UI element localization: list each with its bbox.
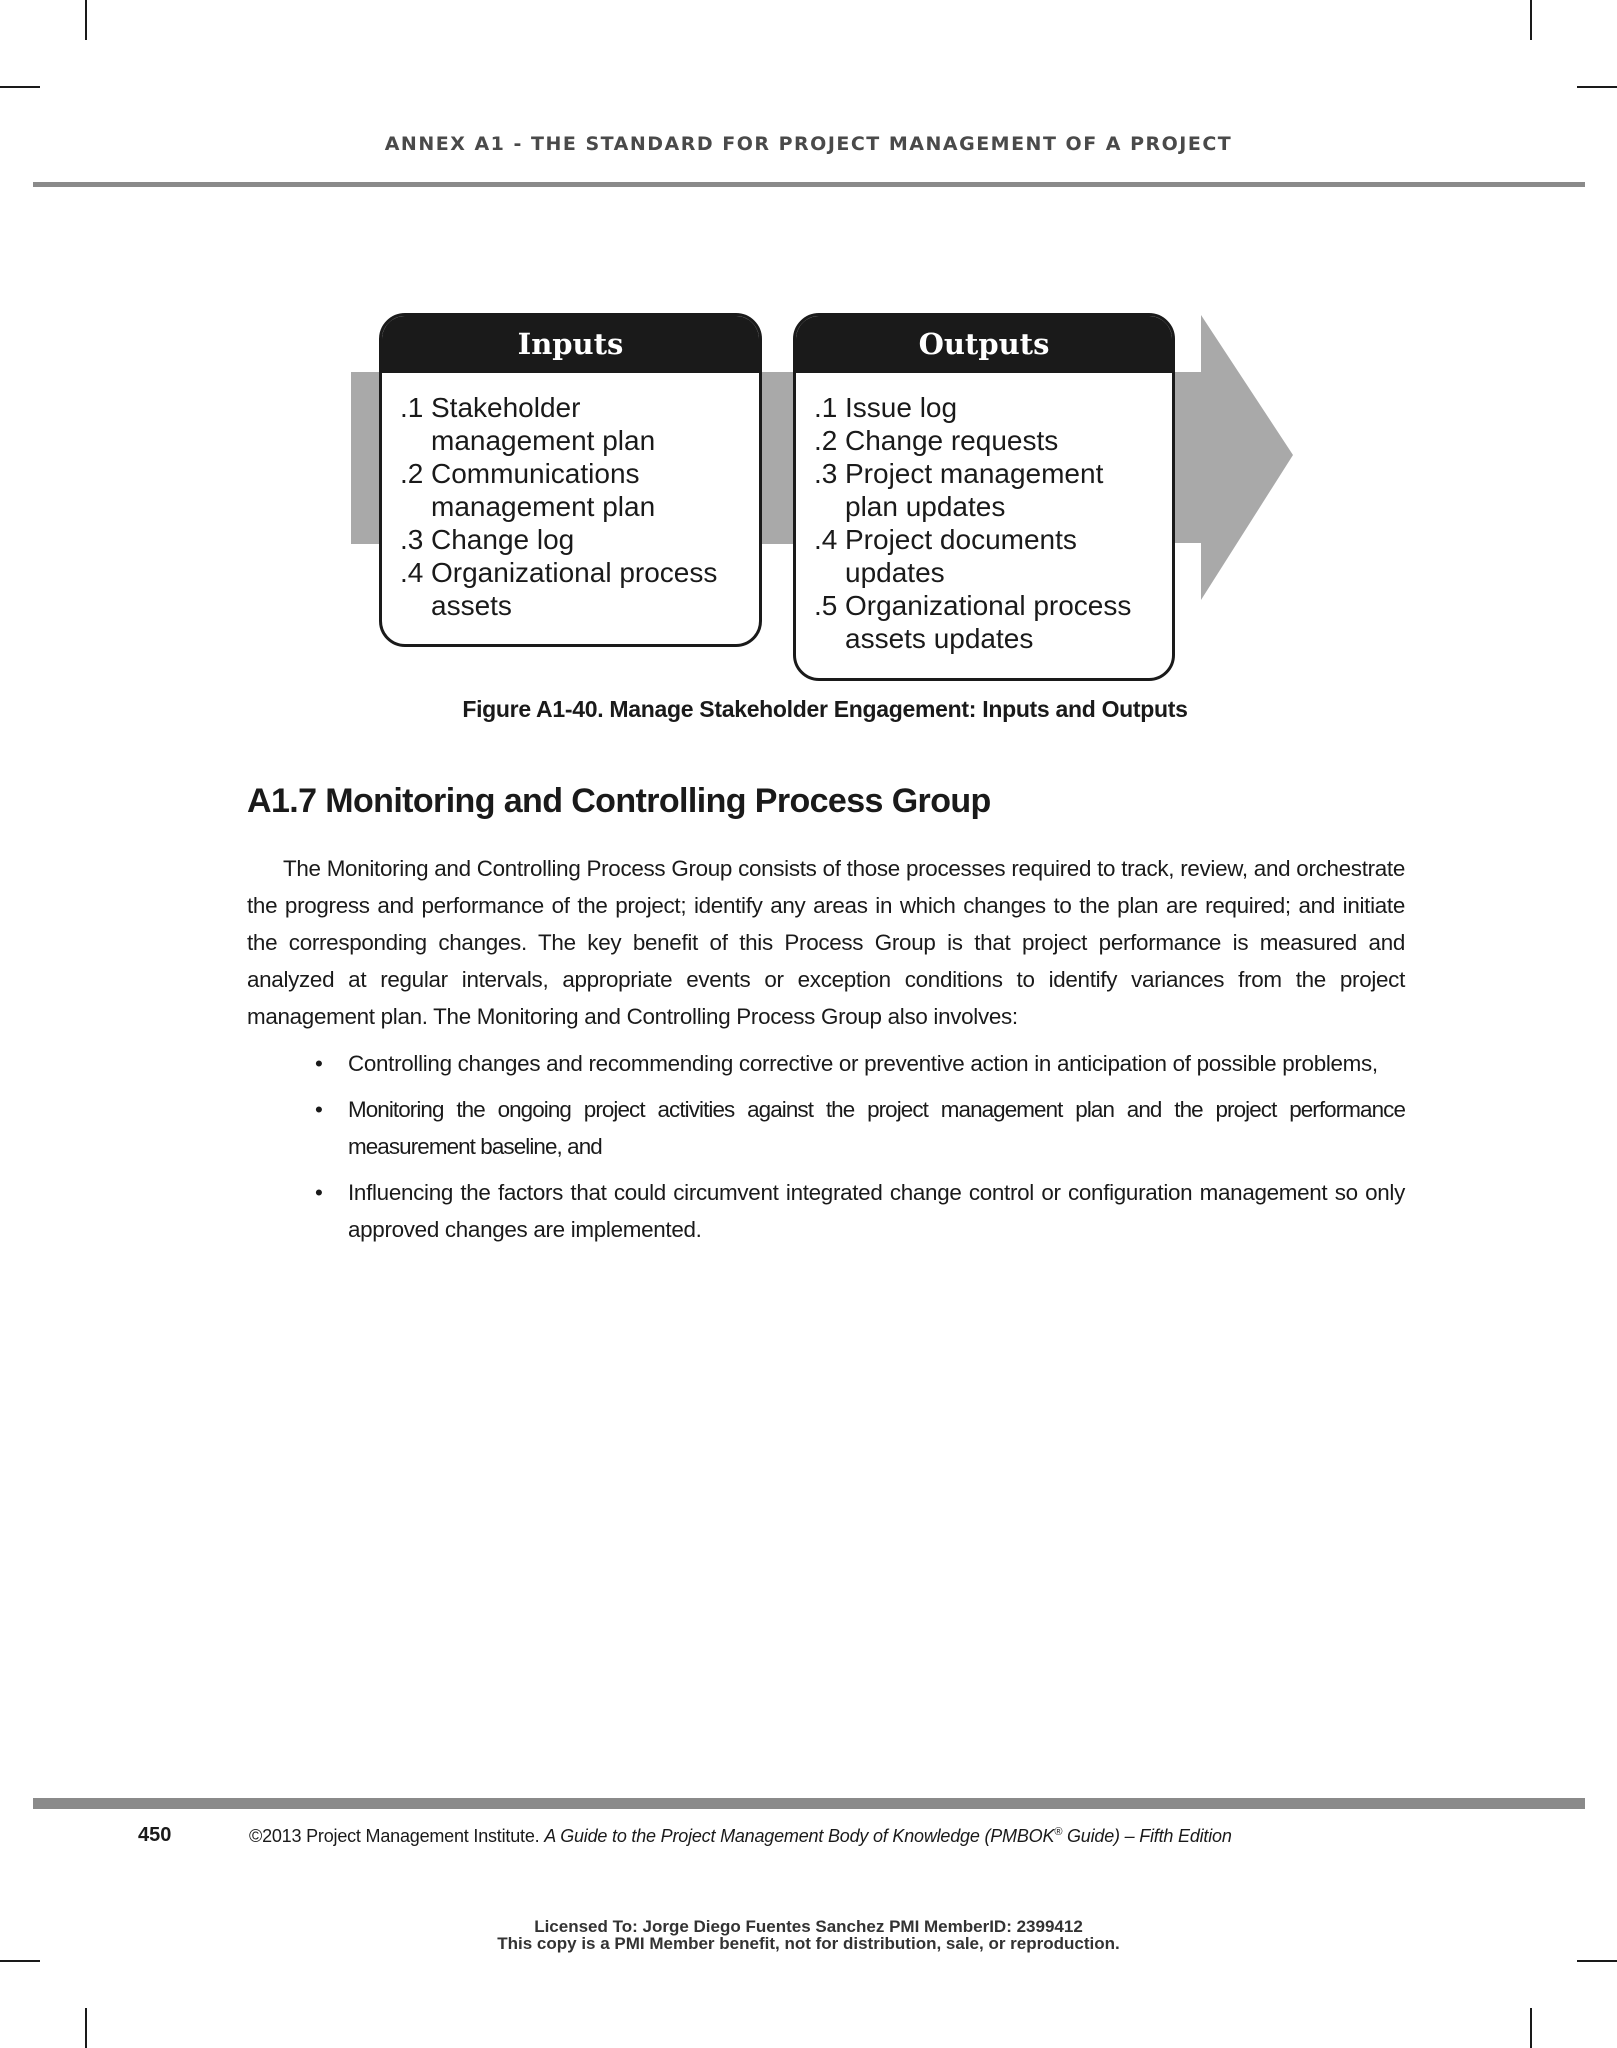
license-line-1: Licensed To: Jorge Diego Fuentes Sanchez PMI MemberID: 2399412 <box>534 1917 1083 1936</box>
footer-citation: ©2013 Project Management Institute. A Guide to the Project Management Body of Knowledge (PMBOK® Guide) – Fifth Edition <box>249 1826 1232 1846</box>
page-number: 450 <box>138 1824 172 1846</box>
list-item: .2 Communications management plan <box>400 458 656 522</box>
bullet-icon: • <box>315 1051 323 1076</box>
inputs-list <box>382 373 759 622</box>
bullet-icon: • <box>315 1097 323 1122</box>
crop-mark <box>1530 0 1532 40</box>
outputs-box <box>793 313 1175 681</box>
inputs-box <box>379 313 762 647</box>
process-arrow <box>1172 315 1294 602</box>
list-item: .2 Change requests <box>814 425 1059 456</box>
process-band-left <box>351 372 381 544</box>
bullet-icon: • <box>315 1180 323 1205</box>
body-paragraph: The Monitoring and Controlling Process Group consists of those processes required to track, review, and orchestrate the progress and performance of the project; identify any areas in which changes to the plan are required; and initiate the corresponding changes. The key benefit of this Process Group is that project performance is measured and analyzed at regular intervals, appropriate events or exception conditions to identify variances from the project management plan. The Monitoring and Controlling Process Group also involves: <box>247 856 1405 1029</box>
bullet-list <box>247 1045 1405 1257</box>
crop-mark <box>85 2008 87 2048</box>
crop-mark <box>1577 86 1617 88</box>
list-item: • Monitoring the ongoing project activities against the project management plan and the project performance measurement baseline, and <box>247 1091 1405 1165</box>
list-item: .1 Issue log <box>814 392 958 423</box>
crop-mark <box>85 0 87 40</box>
process-band-middle <box>760 372 795 544</box>
inputs-title: Inputs <box>382 316 759 373</box>
list-item: .5 Organizational process assets updates <box>814 590 1132 654</box>
header-rule <box>33 182 1585 187</box>
crop-mark <box>0 1960 40 1962</box>
list-item: • Influencing the factors that could circumvent integrated change control or configuration management so only approved changes are implemented. <box>247 1174 1405 1248</box>
running-head: ANNEX A1 - THE STANDARD FOR PROJECT MANAGEMENT OF A PROJECT <box>384 133 1233 155</box>
footer-rule <box>33 1798 1585 1809</box>
crop-mark <box>1577 1960 1617 1962</box>
crop-mark <box>1530 2008 1532 2048</box>
outputs-list <box>796 373 1172 655</box>
list-item: .4 Project documents updates <box>814 524 1077 588</box>
list-item: .3 Project management plan updates <box>814 458 1104 522</box>
list-item: .3 Change log <box>400 524 575 555</box>
list-item: .1 Stakeholder management plan <box>400 392 656 456</box>
crop-mark <box>0 86 40 88</box>
outputs-title: Outputs <box>796 316 1172 373</box>
license-line-2: This copy is a PMI Member benefit, not for distribution, sale, or reproduction. <box>497 1934 1120 1953</box>
figure-caption: Figure A1-40. Manage Stakeholder Engagement: Inputs and Outputs <box>462 696 1188 722</box>
list-item: • Controlling changes and recommending corrective or preventive action in anticipation of possible problems, <box>247 1045 1405 1082</box>
section-heading: A1.7 Monitoring and Controlling Process Group <box>247 782 991 820</box>
list-item: .4 Organizational process assets <box>400 557 718 621</box>
